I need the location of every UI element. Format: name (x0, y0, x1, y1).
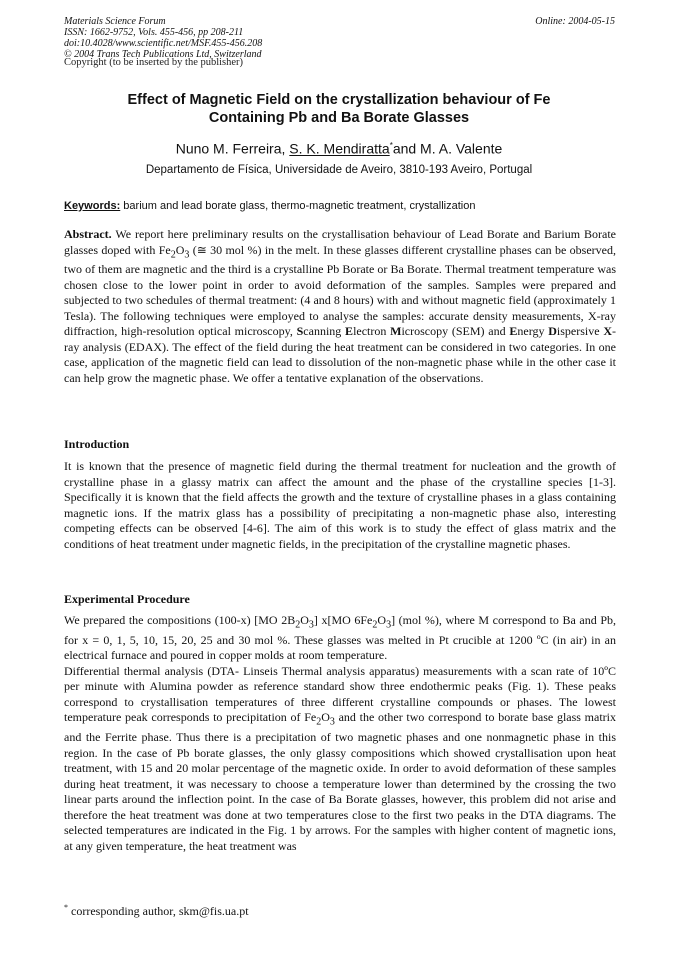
abstract-text: canning (303, 324, 346, 339)
publisher-overprint: Copyright (to be inserted by the publisher) (64, 57, 244, 68)
title-line-2: Containing Pb and Ba Borate Glasses (208, 110, 470, 126)
abstract-text: icroscopy (SEM) and (401, 324, 510, 339)
acronym-initial: S (296, 324, 304, 339)
author-list (60, 137, 618, 158)
abstract-text: -ray analysis (EDAX). The effect of the field during the heat treatment can be considered in two categories. In one case, application of the magnetic field can lead to dissolution of the non-magnetic phase while in the other case it can help grow the magnetic phase. We offer a tentative explanation of the observations. (64, 324, 616, 385)
text-run: ] (mol %), where M correspond to Ba and Pb, for x = 0, 1, 5, 10, 15, 20, 25 and 30 mol %. These glasses was melted in Pt crucible at 1200 ºC (in air) in an electrical furnace and poured in copper molds at room temperature. (64, 613, 616, 663)
acronym-initial: D (548, 324, 557, 339)
abstract-text-1: We report here preliminary results on the crystallisation behaviour of Lead Borate and Barium Borate glasses doped with Fe (64, 227, 616, 257)
paper-title (60, 91, 618, 127)
subscript: 2 (295, 619, 301, 631)
subscript: 3 (308, 619, 314, 631)
author-3: and M. A. Valente (392, 140, 503, 157)
keywords-text: barium and lead borate glass, thermo-magnetic treatment, crystallization (120, 200, 476, 212)
subscript: 3 (386, 619, 392, 631)
corresponding-mark: * (389, 141, 393, 150)
abstract-text: lectron (353, 324, 391, 339)
affiliation: Departamento de Física, Universidade de Aveiro, 3810-193 Aveiro, Portugal (145, 164, 533, 176)
experimental-paragraph-1 (64, 613, 616, 664)
introduction-heading: Introduction (64, 437, 130, 451)
subscript: 2 (170, 248, 176, 260)
subscript: 3 (184, 248, 190, 260)
author-2-corresponding: S. K. Mendiratta (289, 140, 390, 157)
abstract-text: ispersive (556, 324, 604, 339)
text-run: O (377, 613, 387, 627)
acronym-initial: X (603, 324, 612, 339)
acronym-initial: M (390, 324, 402, 339)
text-run: and the other two correspond to borate base glass matrix and the Ferrite phase. Thus there is a precipitation of two magnetic phases and one nonmagnetic phase in this region. In the case of Pb borate glasses, the only glassy compositions which showed crystallisation upon heat treatment, with 15 and 20 molar percentage of the magnetic oxide. In order to avoid deformation of these samples during heat treatment, it was necessary to choose a temperature lower than determined by the crossing the two linear parts around the inflection point. In the case of Ba Borate glasses, however, this problem did not arise and therefore the heat treatment was done at two temperatures close to the first two peaks in the DTA diagrams. The selected temperatures are indicated in the Fig. 1 by arrows. For the samples with higher content of magnetic ions, at any given temperature, the heat treatment was (64, 710, 616, 853)
abstract-label: Abstract. (64, 227, 112, 241)
text-run: ] x[MO 6Fe (313, 613, 373, 627)
online-date: Online: 2004-05-15 (535, 16, 615, 27)
experimental-heading: Experimental Procedure (64, 592, 190, 606)
subscript: 3 (329, 716, 335, 728)
experimental-text (64, 613, 616, 854)
doi-line: doi:10.4028/www.scientific.net/MSF.455-456.208 (64, 38, 263, 49)
title-line-1: Effect of Magnetic Field on the crystallization behaviour of Fe (127, 92, 551, 108)
text-run: Differential thermal analysis (DTA- Linseis Thermal analysis apparatus) measurements with a scan rate of 10ºC per minute with Alumina powder as reference standard show three endothermic peaks (Fig. 1). These peaks correspond to crystallisation temperatures of three different crystalline compounds or phases. The lowest temperature peak corresponds to precipitation of Fe (64, 663, 616, 725)
text-run: O (321, 710, 330, 725)
subscript: 2 (316, 716, 322, 728)
abstract (64, 227, 616, 386)
keywords-label: Keywords: (64, 200, 121, 212)
footnote-text: corresponding author, skm@fis.ua.pt (68, 904, 249, 918)
abstract-text: nergy (517, 324, 549, 339)
publication-header (64, 16, 262, 60)
acronym-initial: E (345, 324, 354, 339)
journal-name: Materials Science Forum (64, 16, 166, 27)
abstract-text-o: O (175, 242, 185, 257)
issn-line: ISSN: 1662-9752, Vols. 455-456, pp 208-211 (64, 27, 244, 38)
text-run: We prepared the compositions (100-x) [MO 2B (64, 613, 296, 627)
introduction-text: It is known that the presence of magnetic field during the thermal treatment for nucleation and the growth of crystalline phase in a glassy matrix can affect the amount and the phase of the crystalline species [1-3]. Specifically it is known that the field affects the growth and the texture of crystalline phases in a glass containing magnetic ions. If the matrix glass has a possibility of precipitating a non-magnetic phase also, interesting competing effects can be observed [4-6]. The aim of this work is to study the effect of glass matrix and the conditions of heat treatment under magnetic fields, in the precipitation of the crystalline magnetic phases. (64, 459, 616, 551)
footnote-mark: * (64, 903, 68, 912)
author-1: Nuno M. Ferreira, (175, 140, 290, 157)
text-run: O (300, 613, 309, 627)
footnote (64, 900, 249, 919)
experimental-paragraph-2 (64, 664, 616, 854)
abstract-text-2: (≅ 30 mol %) in the melt. In these glasses different crystalline phases can be observed, two of them are magnetic and the third is a crystalline Pb Borate or Ba Borate. Thermal treatment temperature was chosen close to the lower point in order to avoid deformation of the samples. Samples were prepared and subjected to two schedules of thermal treatment: (4 and 8 hours) with and without magnetic field (approximately 1 Tesla). The following techniques were employed to analyse the samples: accurate density measurements, X-ray diffraction, high-resolution optical microscopy, (64, 242, 616, 339)
acronym-initial: E (509, 324, 518, 339)
copyright-line: © 2004 Trans Tech Publications Ltd, Switzerland (64, 49, 262, 60)
subscript: 2 (372, 619, 378, 631)
keywords (64, 199, 616, 213)
